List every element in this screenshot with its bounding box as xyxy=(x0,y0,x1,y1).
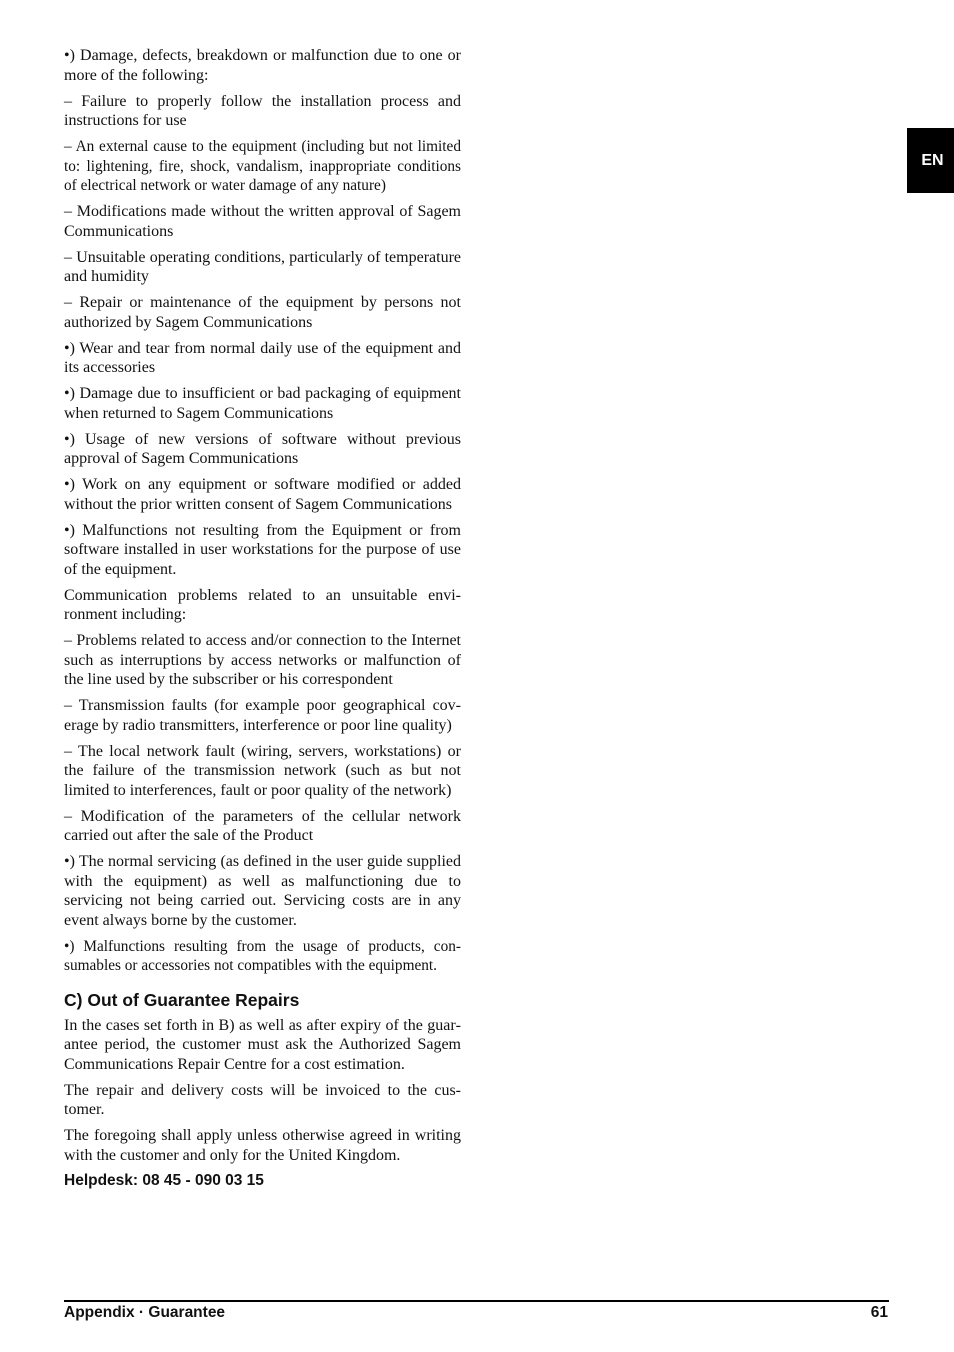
paragraph-repair-costs: The repair and delivery costs will be invoiced to the customer. xyxy=(64,1081,461,1118)
paragraph-modifications: – Modifications made without the written approval of Sagem Communications xyxy=(64,203,461,240)
paragraph-malfunctions-not-equipment: •) Malfunctions not resulting from the Equipment or from software installed in user workstations for the purpose of use of the equipment. xyxy=(64,521,461,578)
paragraph-cellular-parameters: – Modification of the parameters of the cellular network carried out after the sale of the Product xyxy=(64,807,461,844)
paragraph-wear-and-tear: •) Wear and tear from normal daily use of the equipment and its accessories xyxy=(64,339,461,376)
main-text-column xyxy=(64,46,461,1190)
language-tab-label: EN xyxy=(921,151,944,169)
helpdesk-number: Helpdesk: 08 45 - 090 03 15 xyxy=(64,1171,264,1189)
section-heading-out-of-guarantee: C) Out of Guarantee Repairs xyxy=(64,989,300,1010)
paragraph-normal-servicing: •) The normal servicing (as defined in the user guide supplied with the equipment) as well as malfunctioning due to servicing not being carried out. Servicing costs are in any event always borne by the customer. xyxy=(64,853,461,929)
paragraph-local-network-fault: – The local network fault (wiring, servers, workstations) or the failure of the transmission network (such as but not limited to interferences, fault or poor quality of the network) xyxy=(64,742,461,799)
paragraph-transmission-faults: – Transmission faults (for example poor geographical coverage by radio transmitters, interference or poor line quality) xyxy=(64,697,461,734)
paragraph-software-versions: •) Usage of new versions of software without previous approval of Sagem Communications xyxy=(64,430,461,467)
language-tab-en xyxy=(907,128,954,193)
paragraph-external-cause: – An external cause to the equipment (including but not limited to: lightening, fire, shock, vandalism, inappropriate conditions of electrical network or water damage of any nature) xyxy=(64,138,461,194)
paragraph-installation-failure: – Failure to properly follow the installation process and instructions for use xyxy=(64,92,461,129)
paragraph-work-on-modified: •) Work on any equipment or software modified or added without the prior written consent of Sagem Communications xyxy=(64,476,461,513)
paragraph-repair-unauthorized: – Repair or maintenance of the equipment by persons not authorized by Sagem Communications xyxy=(64,294,461,331)
paragraph-operating-conditions: – Unsuitable operating conditions, particularly of temperature and humidity xyxy=(64,248,461,285)
paragraph-incompatible-products: •) Malfunctions resulting from the usage of products, consumables or accessories not compatibles with the equipment. xyxy=(64,937,461,974)
footer-rule xyxy=(64,1300,889,1302)
paragraph-damage-intro: •) Damage, defects, breakdown or malfunction due to one or more of the following: xyxy=(64,47,461,84)
paragraph-foregoing: The foregoing shall apply unless otherwise agreed in writing with the customer and only for the United Kingdom. xyxy=(64,1127,461,1164)
paragraph-packaging: •) Damage due to insufficient or bad packaging of equipment when returned to Sagem Communications xyxy=(64,385,461,422)
page-number: 61 xyxy=(870,1304,888,1321)
footer-section-label: Appendix · Guarantee xyxy=(64,1304,226,1321)
paragraph-communication-problems: Communication problems related to an unsuitable environment including: xyxy=(64,586,461,623)
paragraph-internet-access: – Problems related to access and/or connection to the Internet such as interruptions by access networks or malfunction of the line used by the subscriber or his correspondent xyxy=(64,632,461,688)
paragraph-cost-estimation: In the cases set forth in B) as well as after expiry of the guarantee period, the customer must ask the Authorized Sagem Communications Repair Centre for a cost estimation. xyxy=(64,1016,461,1073)
